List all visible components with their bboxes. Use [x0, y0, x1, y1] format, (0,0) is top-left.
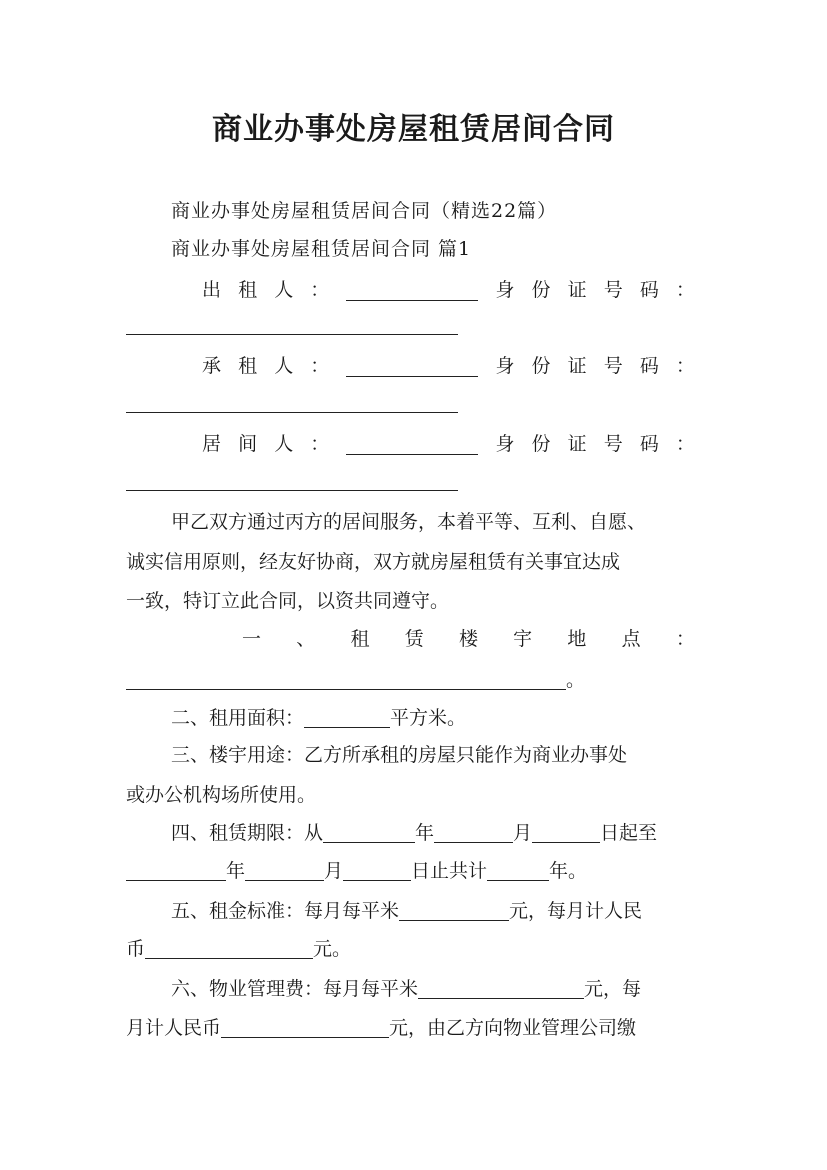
id-label-char: 码 — [639, 279, 659, 301]
clause-text: 元，每 — [584, 978, 642, 1000]
clause-text: 二、租用面积： — [171, 707, 305, 729]
id-label-char: 份 — [531, 279, 551, 301]
start-year-blank — [323, 822, 415, 843]
lessor-name-blank — [346, 280, 478, 301]
clause-text: 年 — [226, 860, 246, 882]
clause-char: 赁 — [404, 628, 424, 650]
clause-char: 楼 — [458, 628, 478, 650]
id-label-char: 证 — [567, 355, 587, 377]
id-label-char: 码 — [639, 355, 659, 377]
party-label-char: ： — [310, 279, 330, 301]
fee-per-sqm-blank — [418, 978, 584, 999]
rent-per-sqm-blank — [399, 900, 509, 921]
party-label-char: 人 — [274, 433, 294, 455]
clause-char: 、 — [296, 628, 316, 650]
start-month-blank — [434, 822, 513, 843]
lessor-id-blank — [126, 334, 458, 335]
clause-text: 月 — [513, 822, 533, 844]
article-heading: 商业办事处房屋租赁居间合同 篇1 — [171, 238, 472, 260]
clause-text: 元，每月计人民 — [509, 900, 643, 922]
party-label-char: 人 — [274, 279, 294, 301]
id-label-char: ： — [675, 355, 695, 377]
clause-rent-line — [171, 897, 701, 925]
clause-term-line — [171, 819, 701, 847]
end-month-blank — [245, 860, 324, 881]
intro-paragraph-line: 诚实信用原则，经友好协商，双方就房屋租赁有关事宜达成 — [126, 551, 621, 573]
total-years-blank — [487, 860, 549, 881]
lessee-name-blank — [346, 356, 478, 377]
end-day-blank — [343, 860, 411, 881]
clause-char: 点 — [621, 628, 641, 650]
lessee-id-blank — [126, 412, 458, 413]
document-title: 商业办事处房屋租赁居间合同 — [212, 112, 615, 147]
id-label-char: 码 — [639, 433, 659, 455]
clause-text: 平方米。 — [390, 707, 467, 729]
party-label-char: 租 — [238, 355, 258, 377]
clause-usage-line: 三、楼宇用途：乙方所承租的房屋只能作为商业办事处 — [171, 744, 628, 766]
id-label-char: 身 — [495, 279, 515, 301]
intro-paragraph-line: 甲乙双方通过丙方的居间服务，本着平等、互利、自愿、 — [171, 511, 647, 533]
monthly-fee-blank — [221, 1017, 389, 1038]
party-label-char: 人 — [274, 355, 294, 377]
id-label-char: 身 — [495, 433, 515, 455]
clause-fee-line — [171, 975, 701, 1003]
clause-area — [171, 704, 701, 732]
monthly-rent-blank — [145, 938, 313, 959]
party-label-char: 租 — [238, 279, 258, 301]
clause-text: 年 — [415, 822, 435, 844]
party-intermediary-row — [202, 430, 695, 458]
clause-text: 币 — [126, 938, 146, 960]
id-label-char: ： — [675, 433, 695, 455]
document-subtitle: 商业办事处房屋租赁居间合同（精选22篇） — [171, 200, 558, 222]
clause-text: 年。 — [549, 860, 588, 882]
id-label-char: 号 — [603, 433, 623, 455]
clause-text: 五、租金标准：每月每平米 — [171, 900, 400, 922]
id-label-char: 份 — [531, 355, 551, 377]
location-blank — [126, 669, 566, 690]
id-label-char: 份 — [531, 433, 551, 455]
id-label-char: 号 — [603, 355, 623, 377]
intro-paragraph-line: 一致，特订立此合同，以资共同遵守。 — [126, 590, 450, 612]
id-label-char: ： — [675, 279, 695, 301]
clause-term-line — [126, 857, 701, 885]
id-label-char: 证 — [567, 433, 587, 455]
clause-usage-line: 或办公机构场所使用。 — [126, 784, 317, 806]
end-year-blank — [126, 860, 226, 881]
clause-text: 月计人民币 — [126, 1017, 222, 1039]
clause-text: 日止共计 — [411, 860, 488, 882]
clause-char: 租 — [350, 628, 370, 650]
intermediary-name-blank — [346, 434, 478, 455]
party-lessor-row — [202, 276, 695, 304]
clause-char: ： — [675, 628, 695, 650]
party-label-char: 居 — [202, 433, 222, 455]
clause-text: 日起至 — [600, 822, 658, 844]
clause-char: 一 — [242, 628, 262, 650]
id-label-char: 号 — [603, 279, 623, 301]
clause-rent-line — [126, 935, 701, 963]
clause-text: 元，由乙方向物业管理公司缴 — [389, 1017, 637, 1039]
clause-text: 月 — [324, 860, 344, 882]
party-label-char: 间 — [238, 433, 258, 455]
party-label-char: 承 — [202, 355, 222, 377]
intermediary-id-blank — [126, 490, 458, 491]
area-blank — [304, 707, 390, 728]
id-label-char: 身 — [495, 355, 515, 377]
clause-location-row — [242, 625, 695, 653]
start-day-blank — [532, 822, 600, 843]
id-label-char: 证 — [567, 279, 587, 301]
location-blank-row — [126, 666, 701, 694]
clause-char: 宇 — [513, 628, 533, 650]
party-label-char: 出 — [202, 279, 222, 301]
party-label-char: ： — [310, 355, 330, 377]
clause-end: 。 — [566, 669, 586, 691]
clause-fee-line — [126, 1014, 701, 1042]
clause-text: 六、物业管理费：每月每平米 — [171, 978, 419, 1000]
clause-char: 地 — [567, 628, 587, 650]
clause-text: 元。 — [313, 938, 352, 960]
party-label-char: ： — [310, 433, 330, 455]
clause-text: 四、租赁期限：从 — [171, 822, 324, 844]
party-lessee-row — [202, 352, 695, 380]
